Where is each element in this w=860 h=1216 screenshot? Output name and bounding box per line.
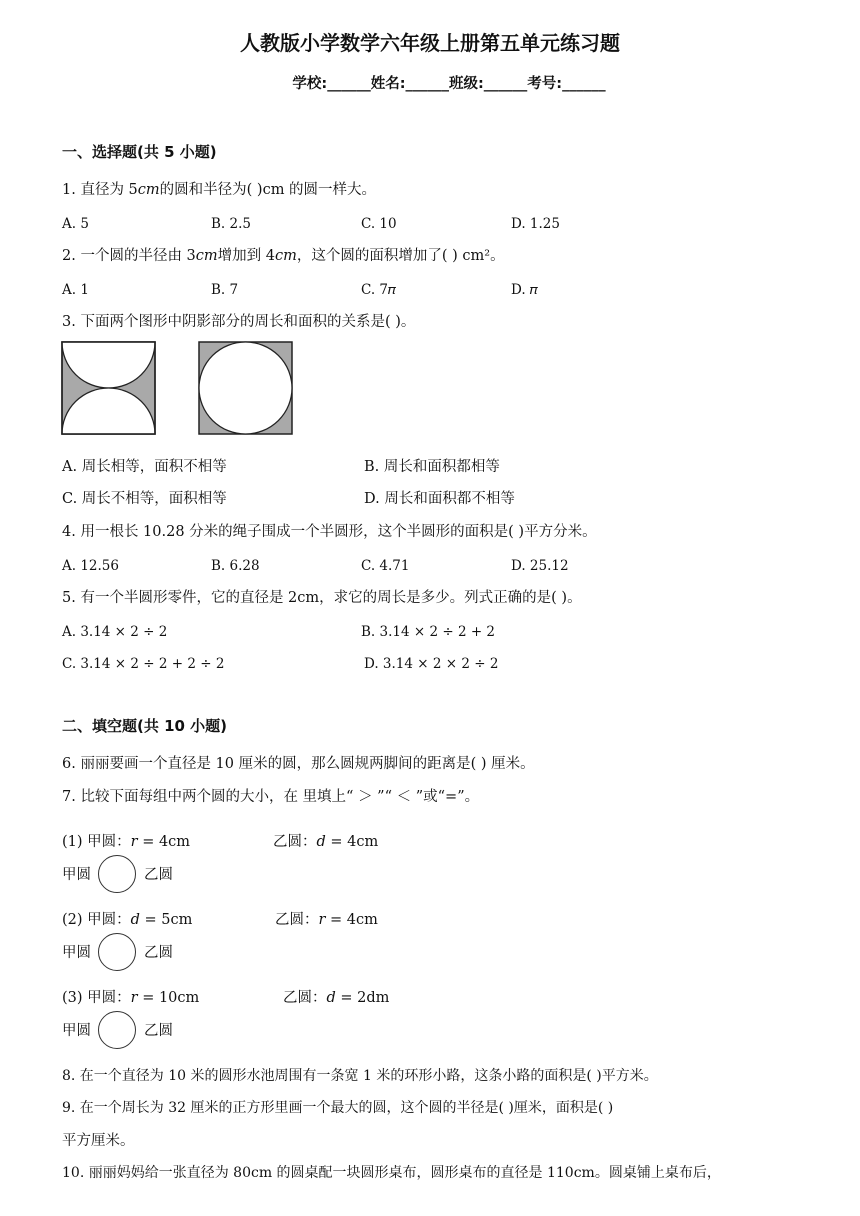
q3-figure-semicircles — [61, 341, 156, 435]
page-title: 人教版小学数学六年级上册第五单元练习题 — [240, 31, 620, 55]
q4-option-a: A. 12.56 — [62, 558, 119, 574]
q7-stem: 7. 比较下面每组中两个圆的大小，在 里填上“ ＞ ”“ ＜ ”或“=”。 — [62, 789, 480, 805]
q9-stem-line1: 9. 在一个周长为 32 厘米的正方形里画一个最大的圆，这个圆的半径是( )厘米，面积是( ) — [62, 1100, 614, 1116]
q1-option-b: B. 2.5 — [211, 216, 251, 232]
q7-item3-left: (3) 甲圆：𝑟 = 10cm — [62, 990, 200, 1006]
q4-option-d: D. 25.12 — [511, 558, 569, 574]
q2-option-a: A. 1 — [62, 282, 89, 298]
section-title-fill: 二、填空题(共 10 小题) — [62, 717, 228, 735]
q9-stem-line2: 平方厘米。 — [62, 1133, 135, 1149]
q5-option-b: B. 3.14 × 2 ÷ 2 + 2 — [361, 624, 496, 640]
q1-option-a: A. 5 — [62, 216, 89, 232]
q7-item1-left: (1) 甲圆：𝑟 = 4cm — [62, 834, 191, 850]
q5-stem: 5. 有一个半圆形零件，它的直径是 2cm，求它的周长是多少。列式正确的是( )。 — [62, 590, 582, 606]
q5-option-a: A. 3.14 × 2 ÷ 2 — [62, 624, 168, 640]
q7-item2-right: 乙圆：𝑟 = 4cm — [275, 912, 378, 928]
q3-figure-inscribed-circle — [198, 341, 293, 435]
q2-option-d: D. 𝜋 — [511, 282, 538, 298]
q7-item2-label-right: 乙圆 — [144, 945, 173, 961]
q7-item2-label-left: 甲圆 — [62, 945, 91, 961]
q7-item3-right: 乙圆：𝑑 = 2dm — [283, 990, 390, 1006]
q3-option-a: A. 周长相等，面积不相等 — [62, 459, 227, 475]
q7-item1-label-left: 甲圆 — [62, 867, 91, 883]
q3-option-b: B. 周长和面积都相等 — [364, 459, 500, 475]
student-info-line: 学校:______姓名:______班级:______考号:______ — [292, 76, 606, 92]
q7-item3-compare-circle[interactable] — [98, 1011, 136, 1049]
q7-item3-label-left: 甲圆 — [62, 1023, 91, 1039]
q4-stem: 4. 用一根长 10.28 分米的绳子围成一个半圆形，这个半圆形的面积是( )平方分米。 — [62, 524, 597, 540]
q1-option-d: D. 1.25 — [511, 216, 560, 232]
q4-option-c: C. 4.71 — [361, 558, 410, 574]
q3-option-c: C. 周长不相等，面积相等 — [62, 491, 227, 507]
q5-option-d: D. 3.14 × 2 × 2 ÷ 2 — [364, 656, 499, 672]
q7-item3-label-right: 乙圆 — [144, 1023, 173, 1039]
q2-option-c: C. 7𝜋 — [361, 282, 397, 298]
q7-item1-compare-circle[interactable] — [98, 855, 136, 893]
q6-stem: 6. 丽丽要画一个直径是 10 厘米的圆，那么圆规两脚间的距离是( ) 厘米。 — [62, 756, 535, 772]
q1-stem: 1. 直径为 5𝑐𝑚的圆和半径为( )cm 的圆一样大。 — [62, 182, 377, 198]
q4-option-b: B. 6.28 — [211, 558, 260, 574]
q3-option-d: D. 周长和面积都不相等 — [364, 491, 515, 507]
q8-stem: 8. 在一个直径为 10 米的圆形水池周围有一条宽 1 米的环形小路，这条小路的面积是( )平方米。 — [62, 1068, 658, 1084]
q5-option-c: C. 3.14 × 2 ÷ 2 + 2 ÷ 2 — [62, 656, 225, 672]
q3-stem: 3. 下面两个图形中阴影部分的周长和面积的关系是( )。 — [62, 314, 416, 330]
q7-item2-left: (2) 甲圆：𝑑 = 5cm — [62, 912, 193, 928]
q10-stem: 10. 丽丽妈妈给一张直径为 80cm 的圆桌配一块圆形桌布，圆形桌布的直径是 110cm。圆桌铺上桌布后， — [62, 1165, 721, 1181]
q2-option-b: B. 7 — [211, 282, 239, 298]
q1-option-c: C. 10 — [361, 216, 397, 232]
q7-item1-label-right: 乙圆 — [144, 867, 173, 883]
section-title-choice: 一、选择题(共 5 小题) — [62, 143, 217, 161]
q7-item2-compare-circle[interactable] — [98, 933, 136, 971]
q2-stem: 2. 一个圆的半径由 3𝑐𝑚增加到 4𝑐𝑚，这个圆的面积增加了( ) cm²。 — [62, 248, 505, 264]
q7-item1-right: 乙圆：𝑑 = 4cm — [273, 834, 379, 850]
